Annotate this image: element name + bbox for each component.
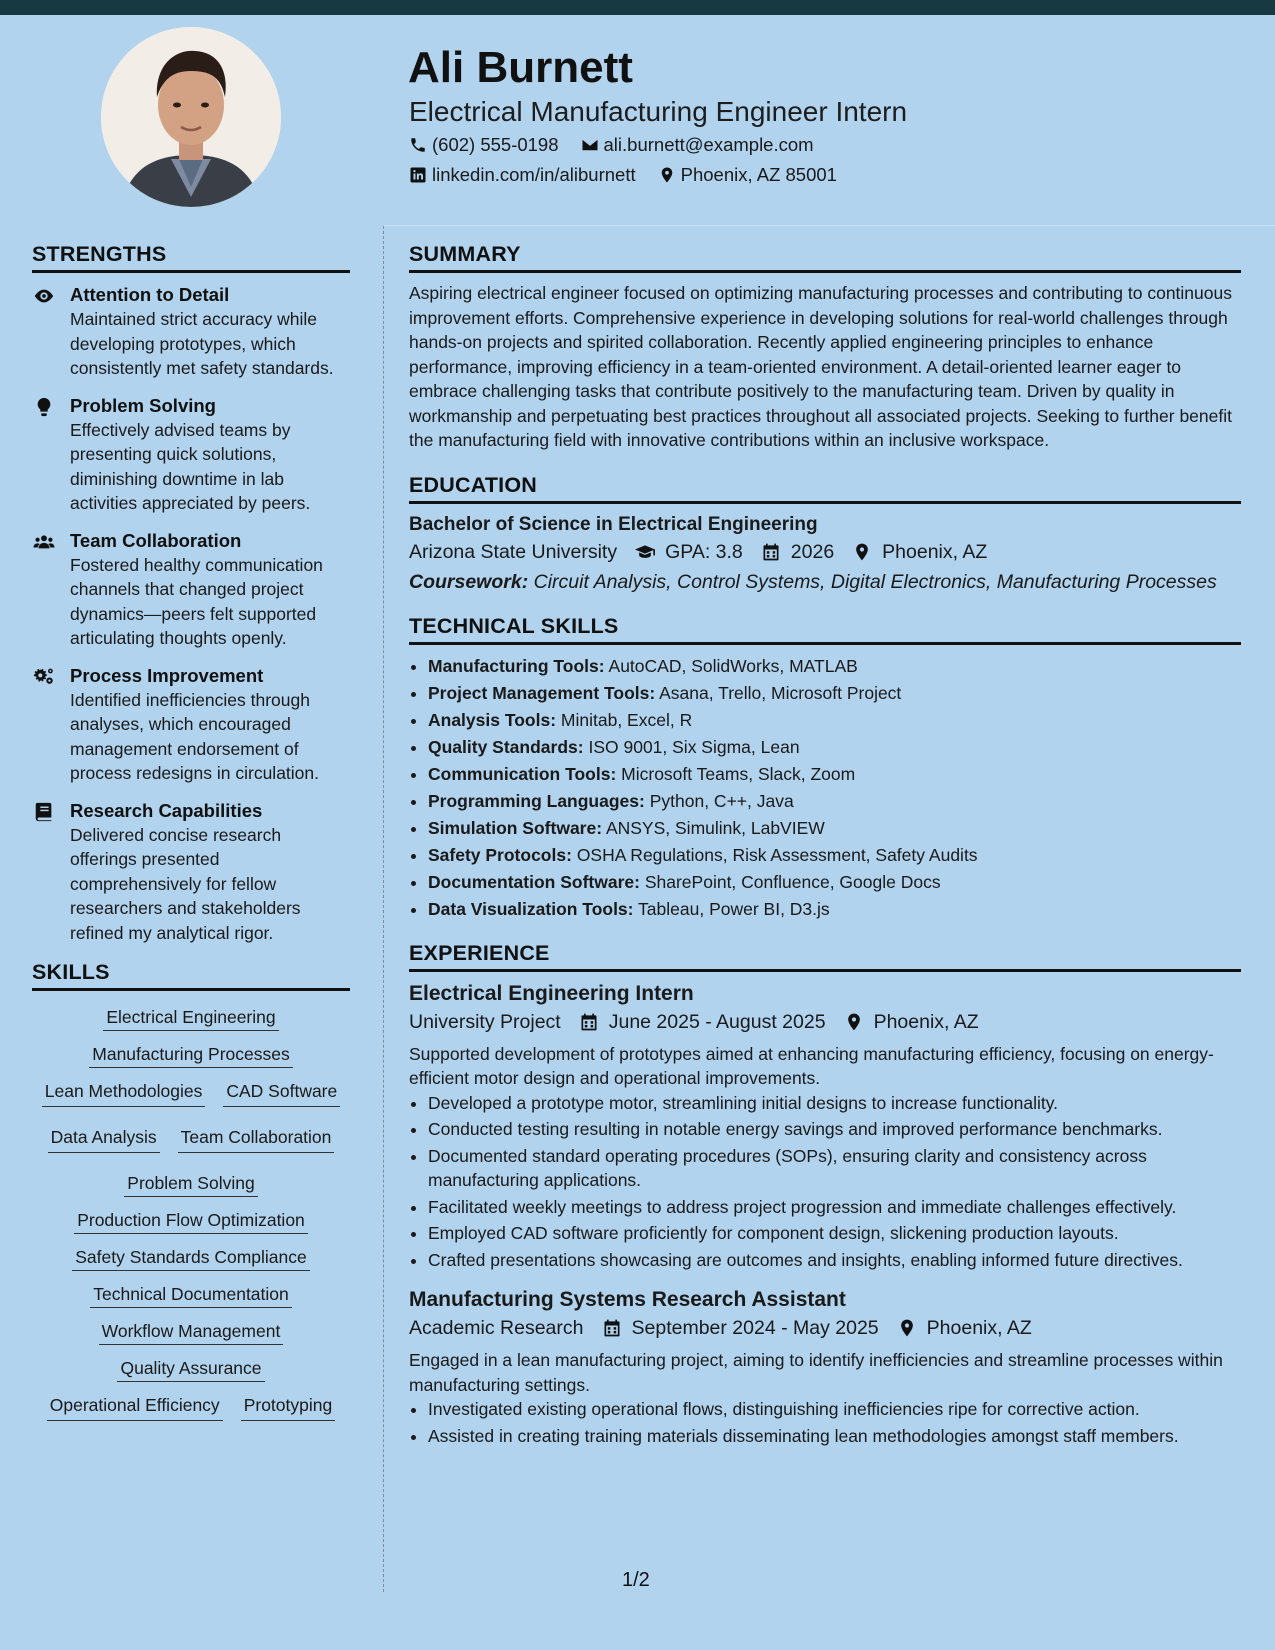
tech-skill-value: SharePoint, Confluence, Google Docs [644,871,941,892]
tech-skill-item [428,896,1241,923]
experience-heading: EXPERIENCE [409,939,1241,972]
job-bullet: • Documented standard operating procedures (SOPs), ensuring clarity and consistency across manufacturing applications. [428,1144,1241,1193]
email-contact[interactable] [581,133,814,157]
strength-item [32,799,350,946]
tech-skill-label: Programming Languages: [428,790,645,811]
job-title: Manufacturing Systems Research Assistant [409,1288,846,1311]
job-org: University Project [409,1010,561,1033]
contact-row-2 [409,163,853,187]
tech-skill-item [428,815,1241,842]
graduation-year: 2026 [790,540,835,563]
coursework [409,570,1241,594]
coursework-text: Circuit Analysis, Control Systems, Digital Electronics, Manufacturing Processes [533,570,1217,593]
tech-skill-item [428,842,1241,869]
map-pin-icon [852,542,872,562]
job-dates: September 2024 - May 2025 [631,1317,879,1339]
job-bullet: • Facilitated weekly meetings to address project progression and immediate challenges effectively. [428,1195,1241,1220]
technical-skills-list [409,653,1241,923]
skill-chip: Production Flow Optimization [74,1210,308,1234]
tech-skill-value: AutoCAD, SolidWorks, MATLAB [608,655,858,676]
technical-skills-heading: TECHNICAL SKILLS [409,612,1241,645]
header-divider [384,225,1275,226]
summary-text: Aspiring electrical engineer focused on optimizing manufacturing processes and contributing to continuous improvement efforts. Comprehensive experience in developing solutions for real-world challenges through hands-on projects and spirited collaboration. Recently applied engineering principles to enhance performance, improving efficiency in a team-oriented environment. A detail-oriented learner eager to embrace challenging tasks that contribute positively to the manufacturing team. Driven by quality in workmanship and perpetuating best practices throughout all associated projects. Seeking to further benefit the manufacturing field with innovative contributions within an inclusive workspace. [409,283,1232,450]
strength-title: Attention to Detail [70,284,230,305]
tech-skill-value: Asana, Trello, Microsoft Project [659,682,902,703]
strength-desc: Maintained strict accuracy while developing prototypes, which consistently met safety standards. [70,309,334,378]
tech-skill-item [428,653,1241,680]
strength-title: Research Capabilities [70,799,263,821]
lightbulb-icon [32,396,56,418]
skill-chip: Safety Standards Compliance [72,1247,310,1271]
skill-chip: Team Collaboration [178,1125,335,1153]
skill-chip: Lean Methodologies [42,1079,206,1107]
job-bullets [409,1397,1241,1448]
degree-title: Bachelor of Science in Electrical Engineering [409,513,818,535]
linkedin-text: linkedin.com/in/aliburnett [432,164,636,185]
job-entry [409,980,1241,1273]
skill-chip: Technical Documentation [90,1284,292,1308]
phone-text: (602) 555-0198 [432,134,559,155]
strengths-list [32,283,350,945]
book-icon [32,801,56,823]
gpa-text: GPA: 3.8 [665,540,743,563]
job-bullet: • Crafted presentations showcasing are outcomes and insights, enabling informed future directives. [428,1248,1241,1273]
job-location: Phoenix, AZ [873,1010,979,1033]
linkedin-contact[interactable] [409,163,636,187]
contact-row-1 [409,133,830,157]
job-org: Academic Research [409,1317,584,1339]
location-text: Phoenix, AZ 85001 [680,164,837,185]
calendar-icon [602,1318,622,1338]
job-bullet: • Employed CAD software proficiently for component design, slickening production layouts. [428,1221,1241,1246]
tech-skill-label: Analysis Tools: [428,709,557,730]
skill-chip: Quality Assurance [117,1358,264,1382]
page-number: 1/2 [622,1569,650,1591]
education-location: Phoenix, AZ [882,540,988,563]
summary-section [409,240,1241,453]
skill-chip: Prototyping [241,1393,336,1421]
job-bullet: • Developed a prototype motor, streamlining initial designs to increase functionality. [428,1091,1241,1116]
email-text: ali.burnett@example.com [603,134,814,155]
job-description: Engaged in a lean manufacturing project, aiming to identify inefficiencies and streamline processes within manufacturing settings. [409,1350,1223,1395]
tech-skill-label: Simulation Software: [428,817,603,838]
column-divider [383,226,384,1592]
job-meta [409,1314,1241,1342]
tech-skill-label: Safety Protocols: [428,844,572,865]
tech-skill-value: Python, C++, Java [649,790,794,811]
eye-icon [32,285,56,307]
job-location: Phoenix, AZ [926,1317,1032,1339]
skills-chips [32,1005,350,1439]
strength-desc: Identified inefficiencies through analyses, which encouraged management endorsement of process redesigns in circulation. [70,689,320,783]
tech-skill-label: Communication Tools: [428,763,617,784]
skill-chip: Manufacturing Processes [89,1044,292,1068]
location-contact [658,163,837,187]
education-section [409,471,1241,594]
tech-skill-item [428,734,1241,761]
tech-skill-label: Quality Standards: [428,736,584,757]
tech-skill-value: ISO 9001, Six Sigma, Lean [588,736,800,757]
tech-skill-label: Project Management Tools: [428,682,656,703]
job-title: Electrical Engineering Intern [409,981,694,1005]
candidate-name: Ali Burnett [408,43,633,92]
graduation-cap-icon [635,542,655,562]
calendar-icon [579,1012,599,1032]
job-bullet: • Conducted testing resulting in notable energy savings and improved performance benchmarks. [428,1117,1241,1142]
skill-chip: Workflow Management [99,1321,284,1345]
education-meta [409,538,1241,566]
right-column [409,240,1241,1458]
strength-item [32,283,350,381]
envelope-icon [581,136,599,154]
skills-heading: SKILLS [32,958,350,991]
skill-chip: CAD Software [223,1079,340,1107]
tech-skill-value: Tableau, Power BI, D3.js [638,898,830,919]
job-description: Supported development of prototypes aimed at enhancing manufacturing efficiency, focusing on energy-efficient motor design and operational improvements. [409,1043,1214,1088]
tech-skill-label: Manufacturing Tools: [428,655,605,676]
gears-icon [32,666,56,688]
map-pin-icon [844,1012,864,1032]
phone-icon [409,136,427,154]
tech-skill-item [428,869,1241,896]
job-bullets [409,1091,1241,1273]
job-bullet: • Investigated existing operational flows, distinguishing inefficiencies ripe for corrective action. [428,1397,1241,1422]
tech-skill-value: ANSYS, Simulink, LabVIEW [605,817,825,838]
users-icon [32,531,56,553]
strength-item [32,394,350,516]
tech-skill-label: Documentation Software: [428,871,640,892]
tech-skill-item [428,788,1241,815]
job-meta [409,1008,1241,1036]
tech-skill-value: OSHA Regulations, Risk Assessment, Safety Audits [576,844,978,865]
job-dates: June 2025 - August 2025 [608,1010,826,1033]
linkedin-icon [409,166,427,184]
skill-chip: Problem Solving [124,1173,257,1197]
strength-desc: Fostered healthy communication channels that changed project dynamics—peers felt supported articulating thoughts openly. [70,554,323,648]
job-bullet: • Assisted in creating training materials disseminating lean methodologies amongst staff members. [428,1424,1241,1449]
profile-photo [101,27,281,207]
phone-contact[interactable] [409,133,559,157]
education-heading: EDUCATION [409,471,1241,504]
map-pin-icon [897,1318,917,1338]
strength-desc: Effectively advised teams by presenting quick solutions, diminishing downtime in lab activities appreciated by peers. [70,419,311,513]
strength-title: Process Improvement [70,664,264,686]
experience-section [409,939,1241,1449]
skill-chip: Data Analysis [48,1125,160,1153]
strength-item [32,529,350,651]
tech-skill-value: Microsoft Teams, Slack, Zoom [621,763,856,784]
candidate-title: Electrical Manufacturing Engineer Intern [409,96,908,127]
tech-skill-item [428,680,1241,707]
school-name: Arizona State University [409,540,618,563]
strength-title: Team Collaboration [70,529,242,551]
calendar-icon [761,542,781,562]
tech-skill-label: Data Visualization Tools: [428,898,634,919]
tech-skill-item [428,761,1241,788]
skill-chip: Electrical Engineering [103,1007,278,1031]
summary-heading: SUMMARY [409,240,1241,273]
map-pin-icon [658,166,676,184]
tech-skill-value: Minitab, Excel, R [560,709,693,730]
skill-chip: Operational Efficiency [47,1393,223,1421]
strength-title: Problem Solving [70,394,216,416]
technical-skills-section [409,612,1241,923]
strength-item [32,664,350,786]
top-bar [0,0,1275,15]
strengths-heading: STRENGTHS [32,240,350,273]
job-entry [409,1286,1241,1448]
left-column [32,240,350,1439]
coursework-label: Coursework: [409,570,529,593]
strength-desc: Delivered concise research offerings presented comprehensively for fellow researchers and stakeholders refined my analytical rigor. [70,824,301,943]
skills-section [32,958,350,1439]
tech-skill-item [428,707,1241,734]
